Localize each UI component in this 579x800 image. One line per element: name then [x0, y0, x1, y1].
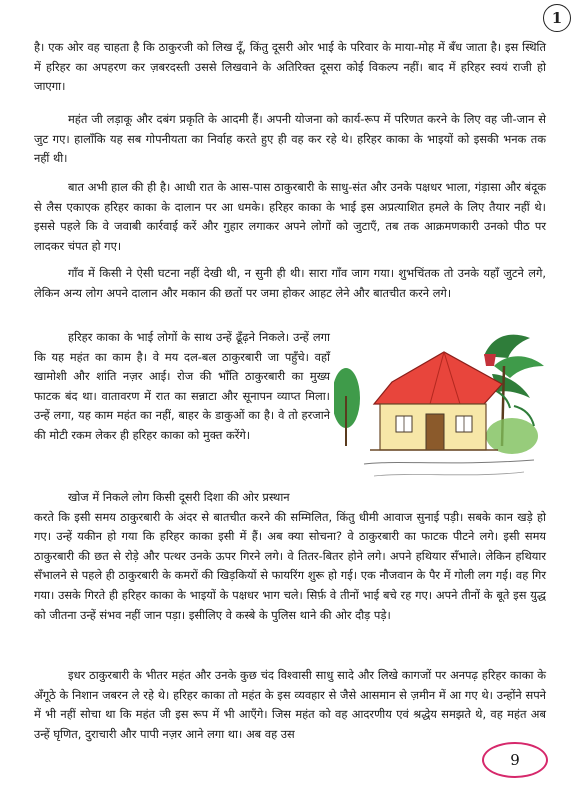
page-number-text: 9 [510, 751, 520, 769]
paragraph-6-rest-text: करते कि इसी समय ठाकुरबारी के अंदर से बातचीत करने की सम्मिलित, किंतु धीमी आवाज सुनाई पड़ी। सबके कान खड़े हो गए। उन्हें यकीन हो गया कि हरिहर काका इसी में हैं। अब क्या सोचना? वे ठाकुरबारी का फाटक पीटने लगे। इसी समय ठाकुरबारी की छत से रोड़े और पत्थर उनके ऊपर गिरने लगे। वे तितर-बितर होने लगे। अपने हथियार सँभाले। लेकिन हथियार सँभालने से पहले ही ठाकुरबारी के कमरों की खिड़कियों से फायरिंग शुरू हो गई। एक नौजवान के पैर में गोली लग गई। वह गिर गया। उसके गिरते ही हरिहर काका के भाइयों के पक्षधर भाग चले। सिर्फ़ वे तीनों भाई बचे रह गए। अपने तीनों के बूते इस युद्ध को जीतना उन्हें संभव नहीं जान पड़ा। इसीलिए वे कस्बे के पुलिस थाने की ओर दौड़ पड़े। [34, 509, 546, 622]
paragraph-7-text: इधर ठाकुरबारी के भीतर महंत और उनके कुछ चंद विश्वासी साधु सादे और लिखे कागजों पर अनपढ़ हरिहर काका के अँगूठे के निशान जबरन ले रहे थे। हरिहर काका तो महंत के इस व्यवहार से जैसे आसमान से ज़मीन में आ गए थे। उन्होंने सपने में भी नहीं सोचा था कि महंत जी इस रूप में भी आएँगे। जिस महंत को वह आदरणीय एवं श्रद्धेय समझते थे, वह महंत अब उन्हें घृणित, दुराचारी और पापी नज़र आने लगा था। अब वह उस [34, 668, 546, 741]
paragraph-4-text: गाँव में किसी ने ऐसी घटना नहीं देखी थी, न सुनी ही थी। सारा गाँव जाग गया। शुभचिंतक तो उनके यहाँ जुटने लगे, लेकिन अन्य लोग अपने दालान और मकान की छतों पर जमा होकर आहट लेने और बातचीत करने लगे। [34, 266, 546, 300]
paragraph-3 [34, 178, 546, 256]
paragraph-7 [34, 666, 546, 744]
paragraph-2 [34, 110, 546, 169]
house-with-trees-illustration [334, 326, 552, 498]
page-number-badge [482, 742, 548, 778]
paragraph-1-text: है। एक ओर वह चाहता है कि ठाकुरजी को लिख दूँ, किंतु दूसरी ओर भाई के परिवार के माया-मोह में बँध जाता है। इस स्थिति में हरिहर का अपहरण कर ज़बरदस्ती उससे लिखवाने के अतिरिक्त दूसरा कोई विकल्प नहीं। बाद में हरिहर स्वयं राजी हो जाएगा। [34, 40, 546, 94]
paragraph-3-text: बात अभी हाल की ही है। आधी रात के आस-पास ठाकुरबारी के साधु-संत और उनके पक्षधर भाला, गंड़ासा और बंदूक से लैस एकाएक हरिहर काका के दालान पर आ धमके। हरिहर काका के भाई इस अप्रत्याशित हमले के लिए तैयार नहीं थे। इससे पहले कि वे जवाबी कार्रवाई करें और गुहार लगाकर अपने लोगों को जुटाएँ, तब तक आक्रमणकारी उनको पीठ पर लादकर चंपत हो गए। [34, 180, 546, 253]
paragraph-6-lead-text: खोज में निकले लोग किसी दूसरी दिशा की ओर प्रस्थान [68, 490, 290, 504]
paragraph-5-text: हरिहर काका के भाई लोगों के साथ उन्हें ढूँढ़ने निकले। उन्हें लगा कि यह महंत का काम है। वे मय दल-बल ठाकुरबारी जा पहुँचे। वहाँ खामोशी और शांति नज़र आई। रोज की भाँति ठाकुरबारी का मुख्य फाटक बंद था। वातावरण में रात का सन्नाटा और सूनापन व्याप्त मिला। उन्हें लगा, यह काम महंत का नहीं, बाहर के डाकुओं का है। वे तो हरजाने की मोटी रकम लेकर ही हरिहर काका को मुक्त करेंगे। [34, 330, 330, 442]
paragraph-6 [34, 488, 546, 625]
roof-finial-icon [484, 354, 496, 366]
door-icon [426, 414, 444, 450]
paragraph-2-text: महंत जी लड़ाकू और दबंग प्रकृति के आदमी हैं। अपनी योजना को कार्य-रूप में परिणत करने के लिए वह जी-जान से जुट गए। हालाँकि यह सब गोपनीयता का निर्वाह करते हुए ही वह कर रहे थे। हरिहर काका के भाइयों को इसकी भनक तक नहीं थी। [34, 112, 546, 166]
paragraph-4 [34, 264, 546, 303]
ground-line-icon [364, 460, 534, 464]
paragraph-1 [34, 38, 546, 97]
palm-leaf-icon [494, 356, 544, 378]
bush-right-icon [486, 418, 538, 454]
corner-handwritten-mark: 1 [543, 4, 571, 32]
roof-icon [374, 352, 502, 404]
paragraph-5 [34, 328, 330, 446]
